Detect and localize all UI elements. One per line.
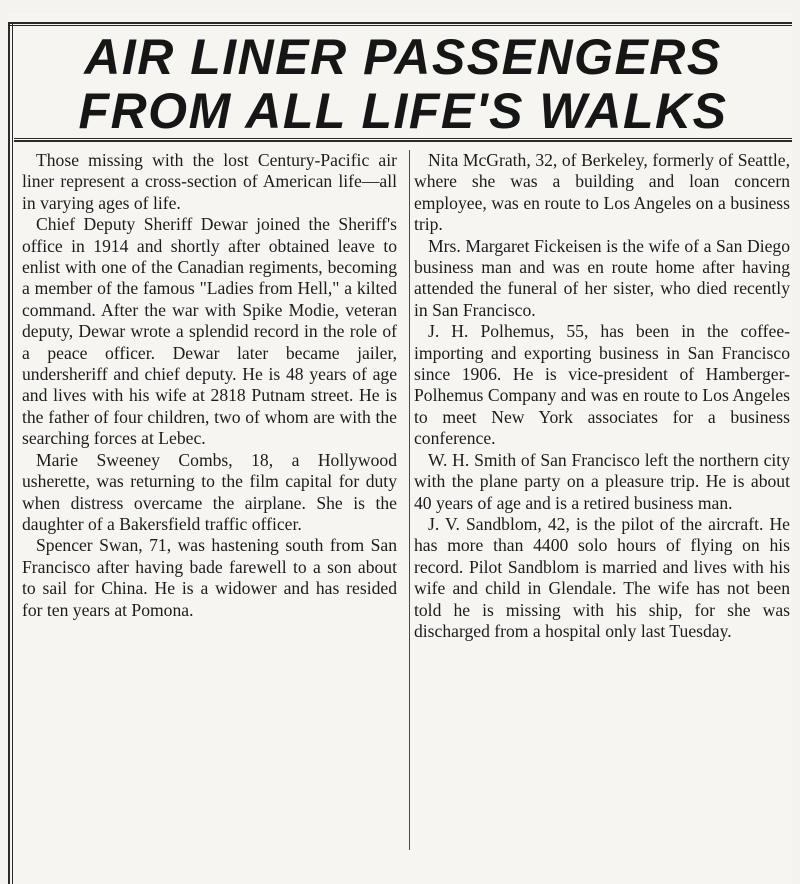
top-border-rule: [8, 22, 792, 26]
paragraph-polhemus: J. H. Polhemus, 55, has been in the coffee-importing and exporting business in San Francisco since 1906. He is vice-president of Hamberger-Polhemus Company and was en route to Los Angeles to meet New York associates for a business conference.: [414, 321, 790, 449]
paragraph-fickeisen: Mrs. Margaret Fickeisen is the wife of a San Diego business man and was en route home after having attended the funeral of her sister, who died recently in San Francisco.: [414, 235, 790, 320]
paragraph-smith: W. H. Smith of San Francisco left the northern city with the plane party on a pleasure trip. He is about 40 years of age and is a retired business man.: [414, 449, 790, 513]
article-column-left: [22, 150, 397, 621]
headline-line-2: FROM ALL LIFE'S WALKS: [78, 83, 728, 139]
paragraph-intro: Those missing with the lost Century-Pacific air liner represent a cross-section of American life—all in varying ages of life.: [22, 150, 397, 213]
column-divider-rule: [409, 150, 410, 850]
paragraph-mcgrath: Nita McGrath, 32, of Berkeley, formerly of Seattle, where she was a building and loan concern employee, was en route to Los Angeles on a business trip.: [414, 150, 790, 235]
left-border-rule: [8, 22, 13, 884]
paragraph-swan: Spencer Swan, 71, was hastening south from San Francisco after having bade farewell to a son about to sail for China. He is a widower and has resided for ten years at Pomona.: [22, 535, 397, 620]
paragraph-sandblom: J. V. Sandblom, 42, is the pilot of the aircraft. He has more than 4400 solo hours of flying on his record. Pilot Sandblom is married and lives with his wife and child in Glendale. The wife has not been told he is missing with his ship, for she was discharged from a hospital only last Tuesday.: [414, 513, 790, 641]
headline-divider-rule: [14, 138, 792, 142]
article-column-right: [414, 150, 790, 642]
paragraph-dewar: Chief Deputy Sheriff Dewar joined the Sheriff's office in 1914 and shortly after obtained leave to enlist with one of the Canadian regiments, becoming a member of the famous "Ladies from Hell," a kilted command. After the war with Spike Modie, veteran deputy, Dewar wrote a splendid record in the role of a peace officer. Dewar later became jailer, undersheriff and chief deputy. He is 48 years of age and lives with his wife at 2818 Putnam street. He is the father of four children, two of whom are with the searching forces at Lebec.: [22, 214, 397, 449]
paragraph-combs: Marie Sweeney Combs, 18, a Hollywood usherette, was returning to the film capital for duty when distress overcame the airplane. She is the daughter of a Bakersfield traffic officer.: [22, 449, 397, 534]
headline-line-1: AIR LINER PASSENGERS: [84, 29, 722, 85]
headline: [14, 30, 792, 138]
